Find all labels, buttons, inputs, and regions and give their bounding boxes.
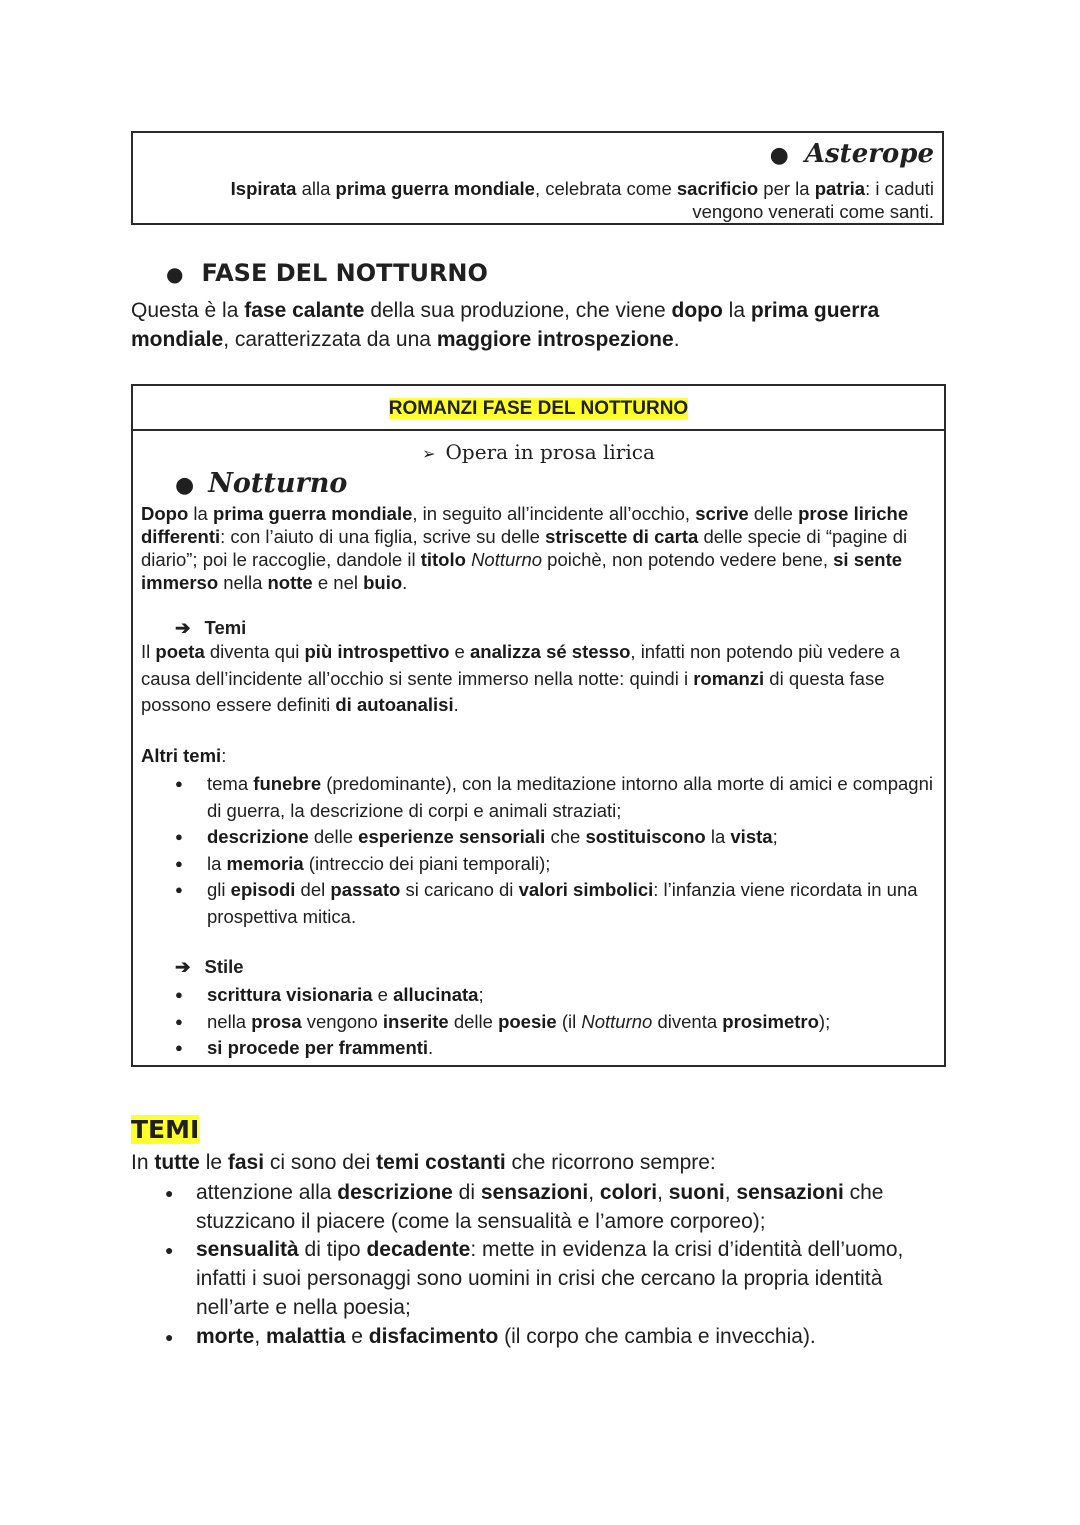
- asterope-title: ● Asterope: [769, 139, 934, 169]
- list-item: ● la memoria (intreccio dei piani temporali);: [141, 851, 941, 878]
- list-item: ● gli episodi del passato si caricano di valori simbolici: l’infanzia viene ricordata in una prospettiva mitica.: [141, 877, 941, 930]
- notturno-paragraph: Dopo la prima guerra mondiale, in seguito all’incidente all’occhio, scrive delle prose liriche differenti: con l’aiuto di una figlia, scrive su delle striscette di carta delle specie di “pagine di diario”; poi le raccoglie, dandole il titolo Notturno poichè, non potendo vedere bene, si sente immerso nella notte e nel buio.: [141, 503, 909, 593]
- box-subtitle: ➢ Opera in prosa lirica: [422, 440, 655, 464]
- temi-costanti-list: [131, 1179, 951, 1351]
- list-item: ● morte, malattia e disfacimento (il corpo che cambia e invecchia).: [131, 1323, 951, 1352]
- bullet-icon: ●: [769, 142, 789, 168]
- list-item: ● si procede per frammenti.: [141, 1035, 941, 1062]
- section-heading-fase-notturno: ● FASE DEL NOTTURNO: [166, 259, 488, 287]
- temi-heading: TEMI: [131, 1115, 200, 1144]
- arrow-right-icon: ➔: [175, 956, 191, 977]
- asterope-box: [131, 131, 944, 225]
- altri-temi-label: Altri temi:: [141, 745, 227, 766]
- arrowhead-icon: ➢: [422, 444, 436, 463]
- list-item: ● nella prosa vengono inserite delle poesie (il Notturno diventa prosimetro);: [141, 1009, 941, 1036]
- list-item: ● descrizione delle esperienze sensoriali che sostituiscono la vista;: [141, 824, 941, 851]
- list-item: ● sensualità di tipo decadente: mette in evidenza la crisi d’identità dell’uomo, infatti i suoi personaggi sono uomini in crisi che cercano la propria identità nell’arte e nella poesia;: [131, 1236, 951, 1322]
- stile-label: ➔ Stile: [175, 956, 244, 977]
- temi-label: ➔ Temi: [175, 617, 247, 638]
- altri-temi-list: [141, 771, 941, 930]
- arrow-right-icon: ➔: [175, 617, 191, 638]
- romanzi-notturno-box: [131, 384, 946, 1067]
- temi-paragraph: Il poeta diventa qui più introspettivo e analizza sé stesso, infatti non potendo più vedere a causa dell’incidente all’occhio si sente immerso nella notte: quindi i romanzi di questa fase possono essere definiti di autoanalisi.: [141, 641, 900, 715]
- temi-intro: In tutte le fasi ci sono dei temi costanti che ricorrono sempre:: [131, 1151, 716, 1174]
- asterope-description: Ispirata alla prima guerra mondiale, celebrata come sacrificio per la patria: i caduti vengono venerati come santi.: [230, 178, 934, 222]
- bullet-icon: ●: [166, 262, 184, 286]
- box-header: ROMANZI FASE DEL NOTTURNO: [133, 386, 944, 431]
- list-item: ● attenzione alla descrizione di sensazioni, colori, suoni, sensazioni che stuzzicano il piacere (come la sensualità e l’amore corporeo);: [131, 1179, 951, 1236]
- bullet-icon: ●: [175, 472, 195, 498]
- stile-list: [141, 982, 941, 1062]
- list-item: ● scrittura visionaria e allucinata;: [141, 982, 941, 1009]
- work-title: ● Notturno: [175, 468, 348, 499]
- list-item: ● tema funebre (predominante), con la meditazione intorno alla morte di amici e compagni di guerra, la descrizione di corpi e animali straziati;: [141, 771, 941, 824]
- fase-intro-paragraph: Questa è la fase calante della sua produzione, che viene dopo la prima guerra mondiale, caratterizzata da una maggiore introspezione.: [131, 299, 880, 351]
